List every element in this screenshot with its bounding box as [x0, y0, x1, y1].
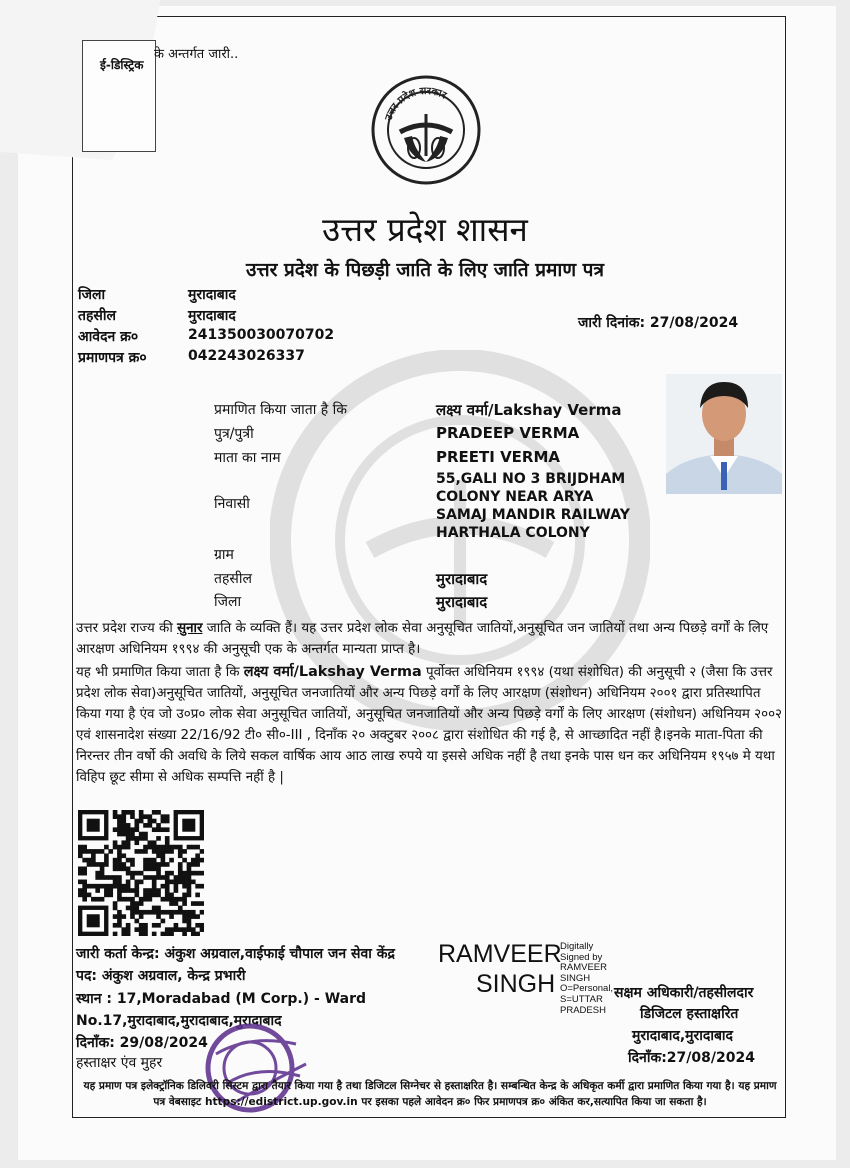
sig-detail-line: PRADESH — [560, 1004, 606, 1016]
residence-line-4: HARTHALA COLONY — [436, 525, 590, 541]
document-subtitle: उत्तर प्रदेश के पिछड़ी जाति के लिए जाति प्रमाण पत्र — [246, 259, 604, 281]
caste-paragraph-post: जाति के व्यक्ति हैं। यह उत्तर प्रदेश लोक सेवा अनुसूचित जातियों,अनुसूचित जन जातियों तथा अन्य पिछड़े वर्गों के लिए आरक्षण अधिनियम १९९४ की अनुसूची एक के अन्तर्गत मान्यता प्राप्त है। — [76, 621, 769, 657]
edistrict-tag-text: ई-डिस्ट्रिक — [100, 58, 144, 72]
district-label: जिला — [214, 594, 242, 610]
authority-place: मुरादाबाद,मुरादाबाद — [632, 1028, 733, 1044]
sig-detail-line: O=Personal, — [560, 983, 614, 995]
svg-text:उत्तर प्रदेश सरकार: उत्तर प्रदेश सरकार — [383, 85, 448, 123]
caste-name: सुनार — [177, 621, 203, 636]
sig-detail-line: S=UTTAR — [560, 993, 603, 1005]
authority-date: दिनाँक:27/08/2024 — [628, 1050, 755, 1066]
caste-paragraph — [76, 618, 786, 660]
district-value: मुरादाबाद — [436, 593, 488, 611]
certification-paragraph-post: पूर्वोक्त अधिनियम १९९४ (यथा संशोधित) की अनुसूची २ (जैसा कि उत्तर प्रदेश लोक सेवा)अनुसूचित जातियों, अनुसूचित जनजातियों और अन्य पिछड़े वर्गों के लिए आरक्षण (संशोधन) अधिनियम २००१ द्वारा प्रतिस्थापित किया गया है एंव जो उ०प्र० लोक सेवा अनुसूचित जातियों, अनुसूचित जनजातियों और अन्य पिछड़े वर्गों के लिए आरक्षण (संशोधन) अधिनियम २००२ एवं शासनादेश संख्या 22/16/92 टी० सी०-III , दिनाँक २० अक्टुबर २००८ द्वारा संशोधित की गई है, से आच्छादित नहीं है।इनके माता-पिता की निरन्तर तीन वर्षो की अवधि के लिये सकल वार्षिक आय आठ लाख रुपये या इससे अधिक नहीं है तथा इनके पास धन कर अधिनियम १९५७ मे यथा विहिप छूट सीमा से अधिक सम्पत्ति नहीं है | — [76, 665, 783, 785]
authority-sign-type: डिजिटल हस्ताक्षरित — [640, 1006, 739, 1022]
digital-signature-details — [560, 942, 613, 1016]
certified-label: प्रमाणित किया जाता है कि — [214, 402, 348, 418]
meta-district-label: जिला — [78, 287, 106, 303]
village-label: ग्राम — [214, 547, 234, 563]
issuer-place-line1: स्थान : 17,Moradabad (M Corp.) - Ward — [76, 991, 367, 1007]
meta-tehsil-label: तहसील — [78, 308, 116, 324]
tehsil-value: मुरादाबाद — [436, 570, 488, 588]
meta-district-value: मुरादाबाद — [188, 287, 236, 303]
applicant-name: लक्ष्य वर्मा/Lakshay Verma — [436, 401, 622, 419]
residence-line-1: 55,GALI NO 3 BRIJDHAM — [436, 471, 626, 487]
certification-paragraph-pre: यह भी प्रमाणित किया जाता है कि — [76, 665, 244, 680]
verification-qr-code — [78, 810, 204, 936]
certification-applicant-name: लक्ष्य वर्मा/Lakshay Verma — [243, 664, 422, 680]
issuer-place-line2: No.17,मुरादाबाद,मुरादाबाद,मुरादाबाद — [76, 1013, 282, 1029]
sig-detail-line: Digitally — [560, 941, 594, 952]
residence-line-3: SAMAJ MANDIR RAILWAY — [436, 507, 630, 523]
issuer-date: दिनाँक: 29/08/2024 — [76, 1035, 208, 1051]
meta-certificate-number: 042243026337 — [188, 348, 305, 364]
certification-paragraph — [76, 662, 786, 788]
meta-application-number: 241350030070702 — [188, 327, 335, 343]
tehsil-label: तहसील — [214, 571, 252, 587]
sig-detail-line: SINGH — [560, 972, 591, 984]
applicant-photo — [666, 374, 782, 494]
father-name: PRADEEP VERMA — [436, 424, 580, 442]
digital-signer-name-line1: RAMVEER — [438, 940, 562, 968]
issuer-center: जारी कर्ता केन्द्र: अंकुश अग्रवाल,वाईफाई चौपाल जन सेवा केंद्र — [76, 946, 395, 962]
mother-label: माता का नाम — [214, 450, 281, 466]
footer-verification-note: यह प्रमाण पत्र इलेक्ट्रॉनिक डिलिवरी सिस्टम द्वारा तैयार किया गया है तथा डिजिटल सिग्नेचर से हस्ताक्षरित है। सम्बन्धित केन्द्र के अधिकृत कर्मी द्वारा प्रमाणित किया गया है। यह प्रमाण पत्र वेबसाइट https://edistrict.up.gov.in पर इसका पहले आवेदन क्र० फिर प्रमाणपत्र क्र० अंकित कर,सत्यापित किया जा सकता है। — [83, 1080, 777, 1108]
mother-name: PREETI VERMA — [436, 448, 561, 466]
issue-date: जारी दिनांक: 27/08/2024 — [578, 315, 739, 331]
meta-certificate-label: प्रमाणपत्र क्र० — [78, 350, 147, 366]
meta-tehsil-value: मुरादाबाद — [188, 308, 236, 324]
up-government-emblem — [370, 74, 482, 186]
meta-application-label: आवेदन क्र० — [78, 329, 139, 345]
issued-under-text: के अन्तर्गत जारी.. — [154, 47, 239, 62]
parent-label: पुत्र/पुत्री — [214, 426, 254, 442]
sig-detail-line: Signed by — [560, 951, 603, 963]
caste-paragraph-pre: उत्तर प्रदेश राज्य की — [76, 621, 178, 636]
issuer-designation: पद: अंकुश अग्रवाल, केन्द्र प्रभारी — [76, 968, 246, 984]
issuer-sign-label: हस्ताक्षर एंव मुहर — [76, 1055, 163, 1071]
digital-signer-name-line2: SINGH — [476, 970, 556, 998]
residence-label: निवासी — [214, 496, 250, 512]
authority-title: सक्षम अधिकारी/तहसीलदार — [614, 985, 754, 1001]
sig-detail-line: RAMVEER — [560, 962, 607, 974]
residence-line-2: COLONY NEAR ARYA — [436, 489, 594, 505]
document-title: उत्तर प्रदेश शासन — [322, 210, 528, 249]
